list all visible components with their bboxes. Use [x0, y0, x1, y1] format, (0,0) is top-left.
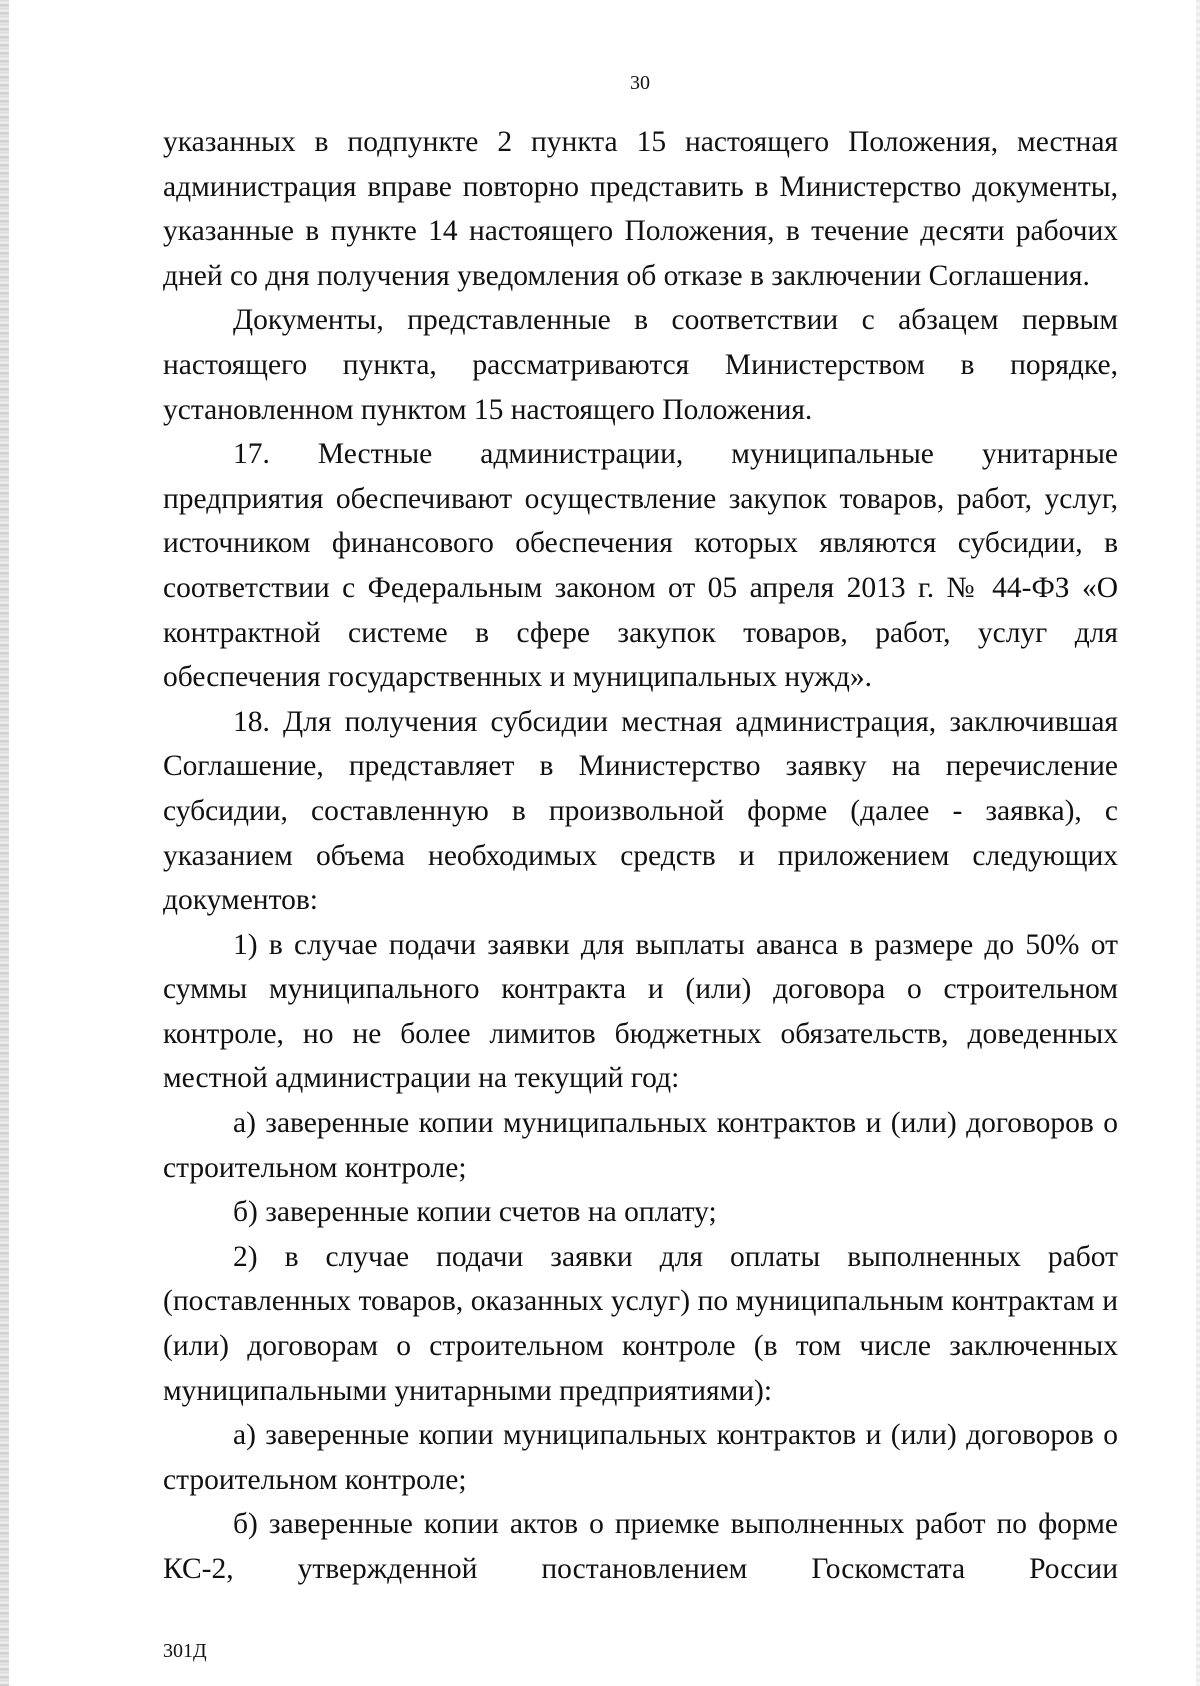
list-item-2a-contract-copies: а) заверенные копии муниципальных контрактов и (или) договоров о строительном контроле; [163, 1419, 1118, 1496]
scan-left-edge [0, 0, 9, 1686]
page-number: 30 [630, 72, 650, 94]
list-item-2-completed-works: 2) в случае подачи заявки для оплаты выполненных работ (поставленных товаров, оказанных услуг) по муниципальным контрактам и (или) договорам о строительном контроле (в том числе заключенных муниципальными унитарными предприятиями): [163, 1240, 1118, 1407]
paragraph-documents-review: Документы, представленные в соответствии с абзацем первым настоящего пункта, рассматриваются Министерством в порядке, установленном пунктом 15 настоящего Положения. [163, 304, 1118, 426]
list-item-2b-acceptance-acts: б) заверенные копии актов о приемке выполненных работ по форме КС-2, утвержденной постановлением Госкомстата России [163, 1508, 1118, 1585]
list-item-1b-invoice-copies: б) заверенные копии счетов на оплату; [233, 1196, 717, 1229]
document-body [163, 120, 1118, 1592]
document-code: 301Д [163, 1640, 207, 1662]
paragraph-continuation: указанных в подпункте 2 пункта 15 настоящего Положения, местная администрация вправе повторно представить в Министерство документы, указанные в пункте 14 настоящего Положения, в течение десяти рабочих дней со дня получения уведомления об отказе в заключении Соглашения. [163, 126, 1118, 292]
scan-right-edge [1196, 0, 1200, 1686]
list-item-1-advance: 1) в случае подачи заявки для выплаты аванса в размере до 50% от суммы муниципального контракта и (или) договора о строительном контроле, но не более лимитов бюджетных обязательств, доведенных местной администрации на текущий год: [163, 928, 1118, 1095]
paragraph-17-procurement: 17. Местные администрации, муниципальные унитарные предприятия обеспечивают осуществление закупок товаров, работ, услуг, источником финансового обеспечения которых являются субсидии, в соответствии с Федеральным законом от 05 апреля 2013 г. № 44-ФЗ «О контрактной системе в сфере закупок товаров, работ, услуг для обеспечения государственных и муниципальных нужд». [163, 438, 1118, 694]
paragraph-18-subsidy-request: 18. Для получения субсидии местная администрация, заключившая Соглашение, представляет в Министерство заявку на перечисление субсидии, составленную в произвольной форме (далее - заявка), с указанием объема необходимых средств и приложением следующих документов: [163, 705, 1118, 917]
list-item-1a-contract-copies: а) заверенные копии муниципальных контрактов и (или) договоров о строительном контроле; [163, 1107, 1118, 1184]
